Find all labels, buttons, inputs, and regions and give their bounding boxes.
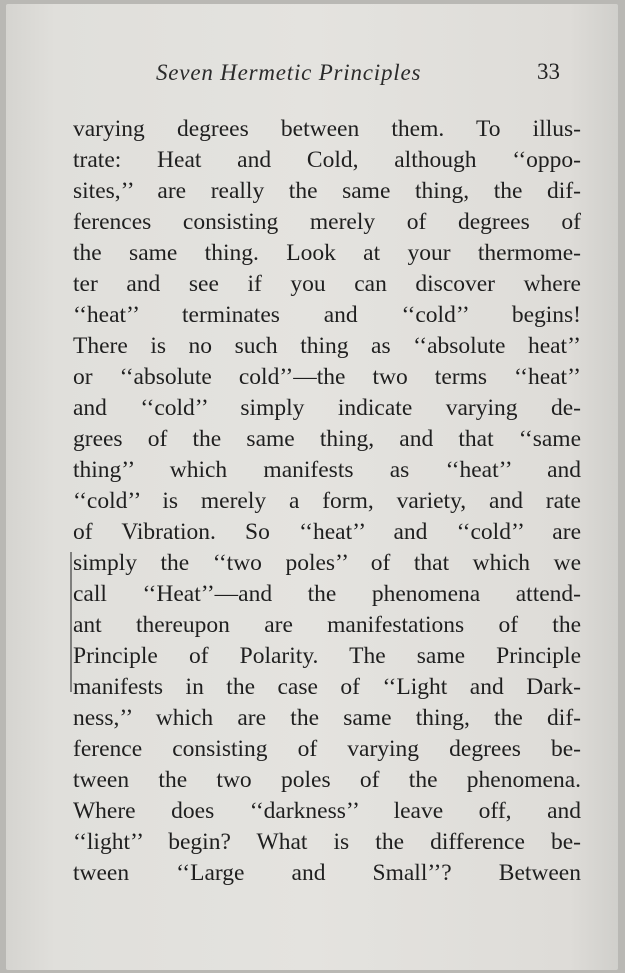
text-line: thing’’ which manifests as ‘‘heat’’ and — [73, 457, 581, 483]
body-text — [73, 114, 581, 889]
text-line: ference consisting of varying degrees be- — [73, 736, 581, 762]
text-line: There is no such thing as ‘‘absolute heat’’ — [73, 333, 581, 359]
book-page — [6, 4, 618, 970]
running-title: Seven Hermetic Principles — [156, 60, 422, 85]
text-line: varying degrees between them. To illus- — [73, 116, 581, 142]
text-line: tween the two poles of the phenomena. — [73, 767, 581, 793]
text-line: ter and see if you can discover where — [73, 271, 581, 297]
text-line: ness,’’ which are the same thing, the dif- — [73, 705, 581, 731]
text-line: trate: Heat and Cold, although ‘‘oppo- — [73, 147, 581, 173]
text-line: tween ‘‘Large and Small’’? Between — [73, 860, 581, 886]
text-line: simply the ‘‘two poles’’ of that which we — [73, 550, 581, 576]
page-number: 33 — [537, 59, 560, 84]
text-line: ant thereupon are manifestations of the — [73, 612, 581, 638]
margin-pencil-mark — [70, 552, 72, 692]
text-line: or ‘‘absolute cold’’—the two terms ‘‘heat’’ — [73, 364, 581, 390]
text-line: grees of the same thing, and that ‘‘same — [73, 426, 581, 452]
text-line: Where does ‘‘darkness’’ leave off, and — [73, 798, 581, 824]
text-line: Principle of Polarity. The same Principle — [73, 643, 581, 669]
text-line: ‘‘cold’’ is merely a form, variety, and rate — [73, 488, 581, 514]
text-line: ‘‘heat’’ terminates and ‘‘cold’’ begins! — [73, 302, 581, 328]
text-line: the same thing. Look at your thermome- — [73, 240, 581, 266]
text-line: sites,’’ are really the same thing, the dif- — [73, 178, 581, 204]
text-line: and ‘‘cold’’ simply indicate varying de- — [73, 395, 581, 421]
text-line: ferences consisting merely of degrees of — [73, 209, 581, 235]
text-line: call ‘‘Heat’’—and the phenomena attend- — [73, 581, 581, 607]
text-line: ‘‘light’’ begin? What is the difference be- — [73, 829, 581, 855]
text-line: manifests in the case of ‘‘Light and Dark- — [73, 674, 581, 700]
text-line: of Vibration. So ‘‘heat’’ and ‘‘cold’’ are — [73, 519, 581, 545]
